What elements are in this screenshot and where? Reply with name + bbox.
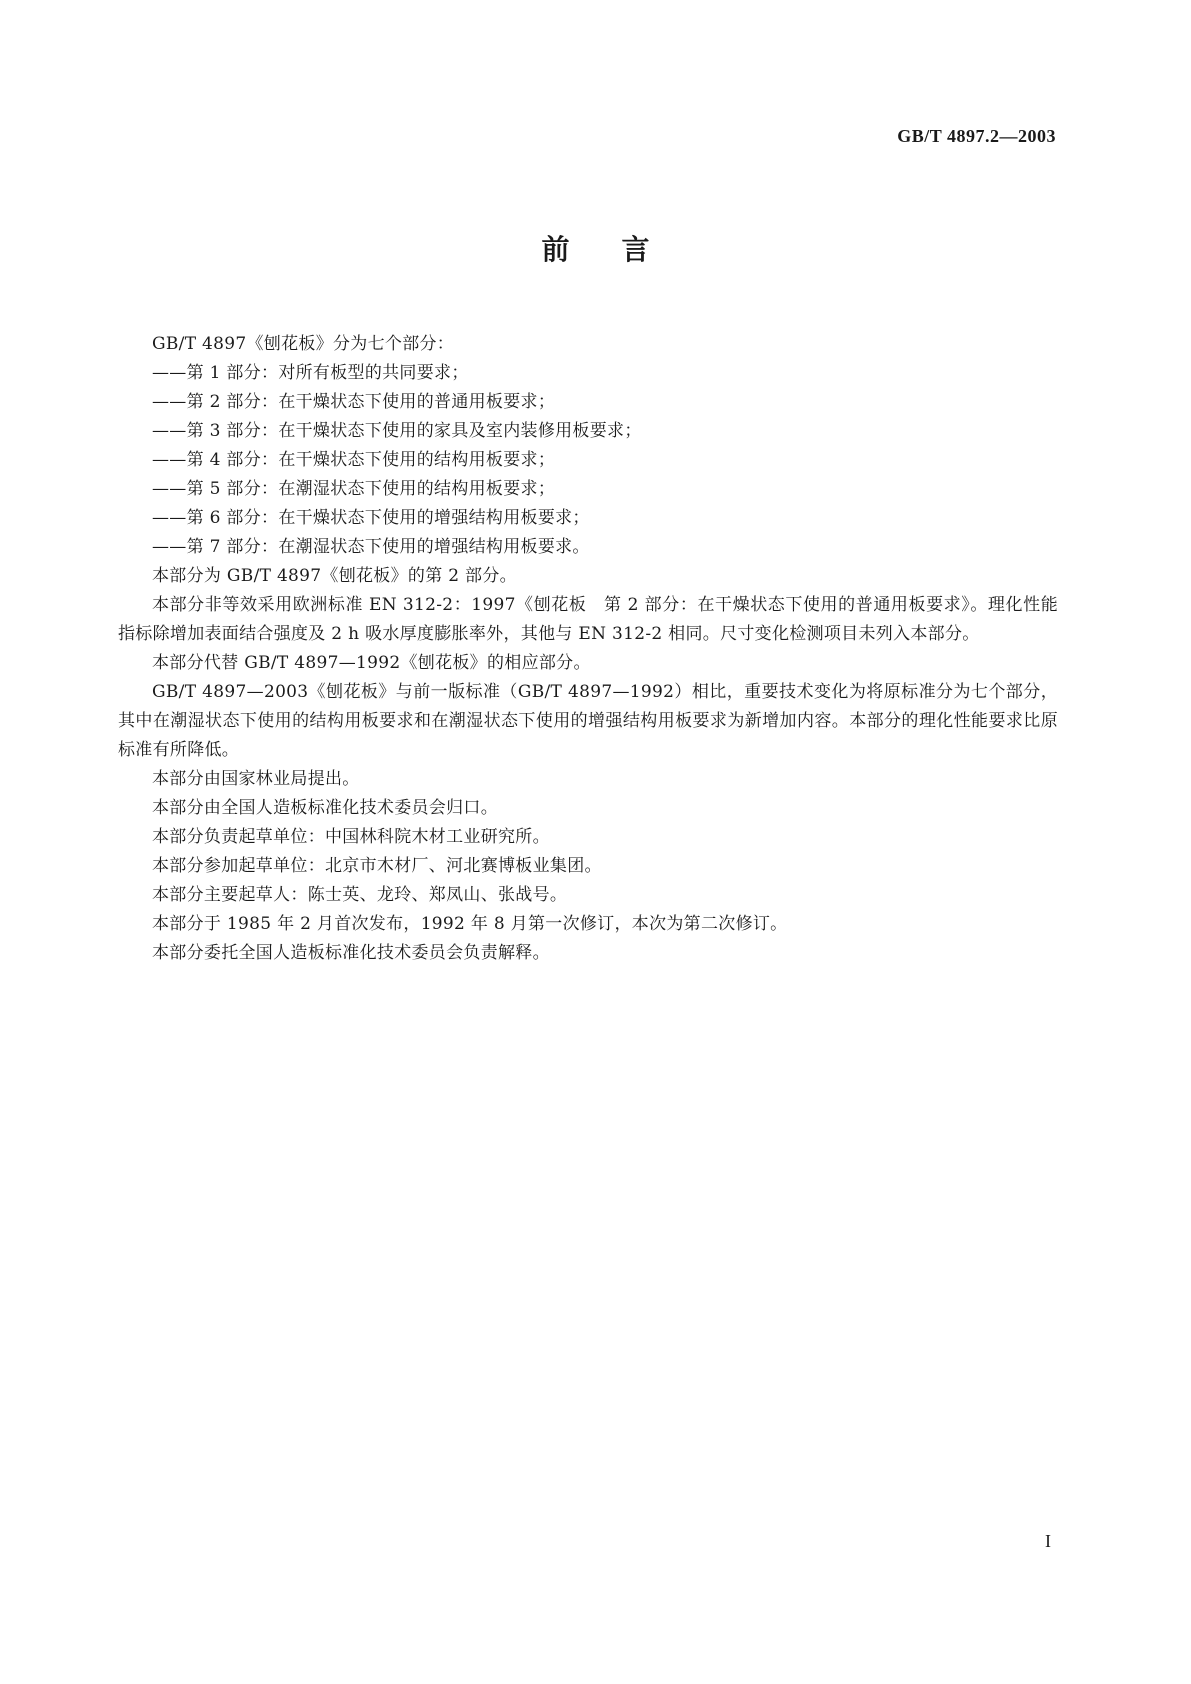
- paragraph: GB/T 4897—2003《刨花板》与前一版标准（GB/T 4897—1992）相比，重要技术变化为将原标准分为七个部分，其中在潮湿状态下使用的结构用板要求和在潮湿状态下使用的增强结构用板要求为新增加内容。本部分的理化性能要求比原标准有所降低。: [118, 682, 1058, 760]
- page-number: I: [1045, 1531, 1051, 1551]
- intro-paragraph: GB/T 4897《刨花板》分为七个部分：: [152, 334, 455, 354]
- paragraph: 本部分主要起草人：陈士英、龙玲、郑凤山、张战号。: [152, 885, 568, 905]
- list-item: ——第 6 部分：在干燥状态下使用的增强结构用板要求；: [152, 508, 590, 528]
- list-item: ——第 2 部分：在干燥状态下使用的普通用板要求；: [152, 392, 556, 412]
- list-item: ——第 1 部分：对所有板型的共同要求；: [152, 363, 469, 383]
- parts-list: [118, 359, 1058, 562]
- paragraph: 本部分参加起草单位：北京市木材厂、河北赛博板业集团。: [152, 856, 602, 876]
- paragraph: 本部分负责起草单位：中国林科院木材工业研究所。: [152, 827, 550, 847]
- list-item: ——第 3 部分：在干燥状态下使用的家具及室内装修用板要求；: [152, 421, 642, 441]
- paragraph: 本部分代替 GB/T 4897—1992《刨花板》的相应部分。: [152, 653, 591, 673]
- paragraph: 本部分由国家林业局提出。: [152, 769, 360, 789]
- list-item: ——第 5 部分：在潮湿状态下使用的结构用板要求；: [152, 479, 556, 499]
- paragraph: 本部分非等效采用欧洲标准 EN 312-2：1997《刨花板 第 2 部分：在干燥状态下使用的普通用板要求》。理化性能指标除增加表面结合强度及 2 h 吸水厚度膨胀率外，其他与 EN 312-2 相同。尺寸变化检测项目未列入本部分。: [118, 595, 1058, 644]
- paragraph: 本部分为 GB/T 4897《刨花板》的第 2 部分。: [152, 566, 517, 586]
- paragraph: 本部分委托全国人造板标准化技术委员会负责解释。: [152, 943, 550, 963]
- paragraph: 本部分于 1985 年 2 月首次发布，1992 年 8 月第一次修订，本次为第二次修订。: [152, 914, 788, 934]
- standard-code-header: GB/T 4897.2—2003: [897, 126, 1056, 146]
- paragraph: 本部分由全国人造板标准化技术委员会归口。: [152, 798, 498, 818]
- list-item: ——第 7 部分：在潮湿状态下使用的增强结构用板要求。: [152, 537, 590, 557]
- document-body: [118, 330, 1058, 968]
- page-title: 前言: [541, 233, 702, 266]
- list-item: ——第 4 部分：在干燥状态下使用的结构用板要求；: [152, 450, 556, 470]
